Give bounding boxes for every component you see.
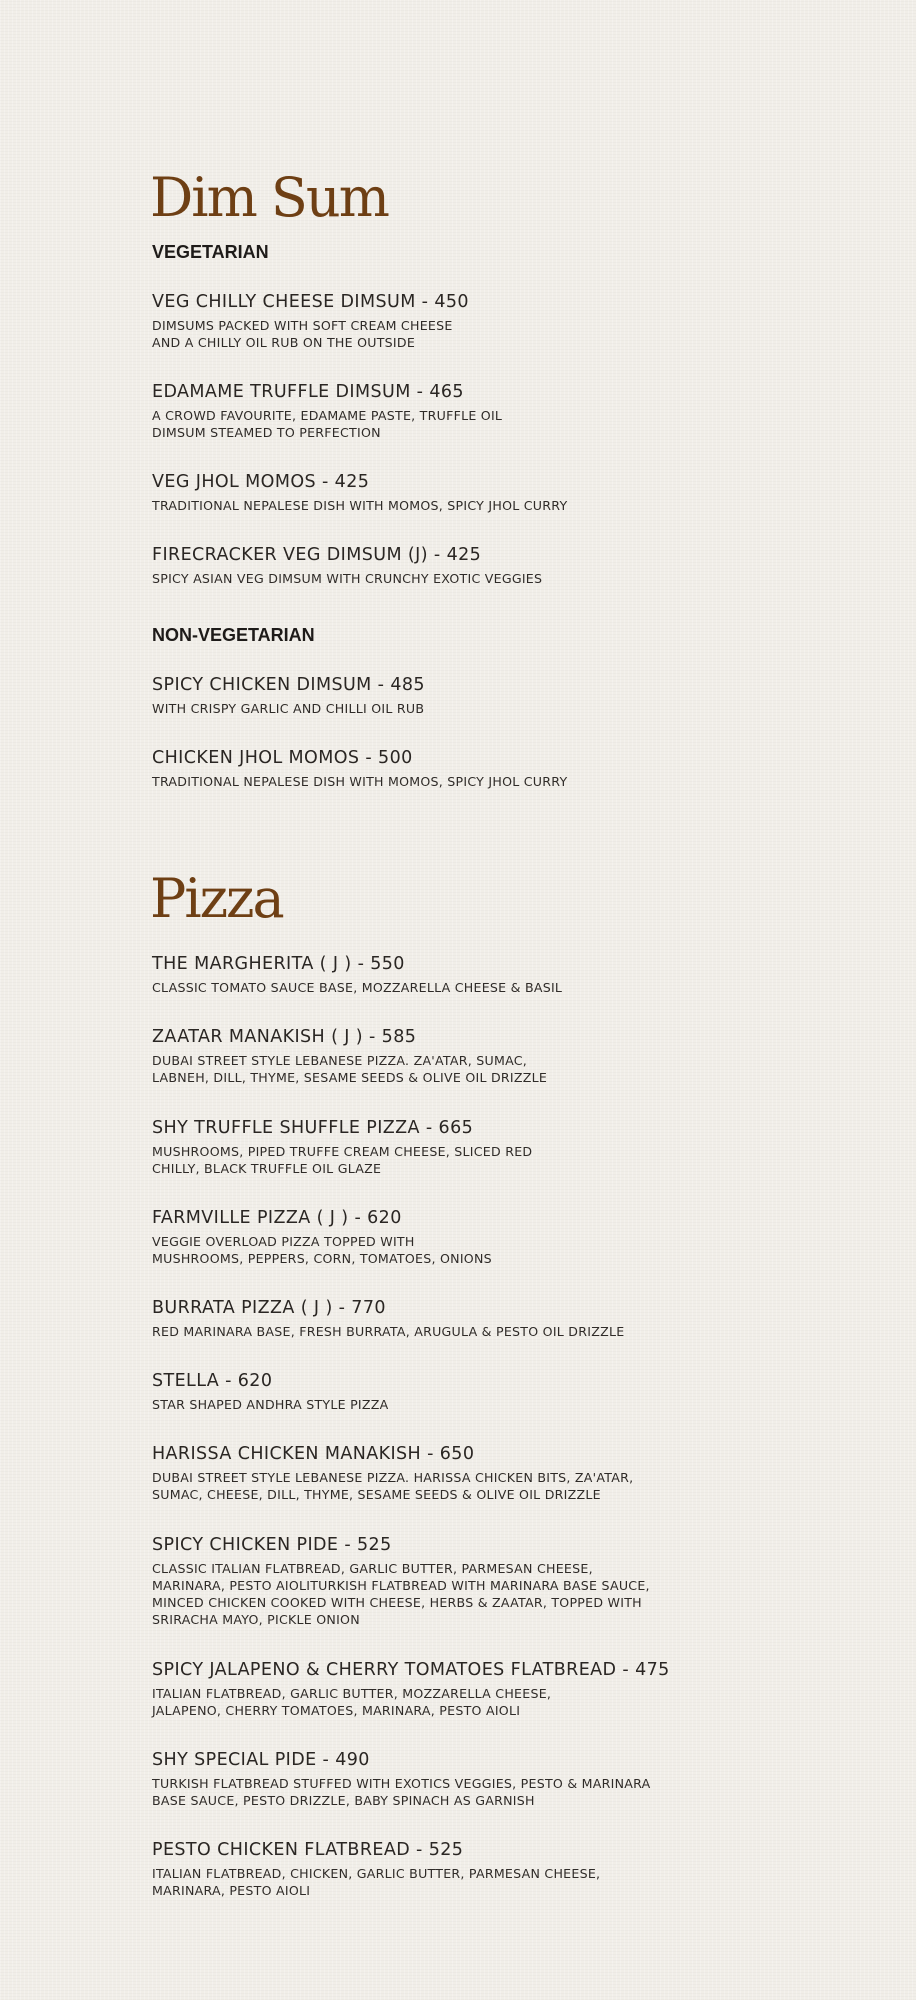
menu-item [152, 1752, 872, 1809]
menu-item-title: STELLA - 620 [152, 1371, 273, 1391]
menu-item-description: DIMSUMS PACKED WITH SOFT CREAM CHEESE AND A CHILLY OIL RUB ON THE OUTSIDE [152, 317, 453, 350]
menu-item-description: TRADITIONAL NEPALESE DISH WITH MOMOS, SPICY JHOL CURRY [152, 497, 568, 513]
menu-item-title: FARMVILLE PIZZA ( J ) - 620 [152, 1208, 402, 1228]
menu-item [152, 1029, 872, 1086]
menu-item [152, 1662, 872, 1719]
dim-sum-title: Dim Sum [150, 166, 388, 229]
pizza-title: Pizza [150, 867, 283, 930]
menu-item-description: CLASSIC ITALIAN FLATBREAD, GARLIC BUTTER, PARMESAN CHEESE, MARINARA, PESTO AIOLITURKISH FLATBREAD WITH MARINARA BASE SAUCE, MINCED CHICKEN COOKED WITH CHEESE, HERBS & ZAATAR, TOPPED WITH SRIRACHA MAYO, PICKLE ONION [152, 1560, 650, 1628]
menu-item-description: MUSHROOMS, PIPED TRUFFE CREAM CHEESE, SLICED RED CHILLY, BLACK TRUFFLE OIL GLAZE [152, 1143, 533, 1176]
menu-item [152, 384, 872, 441]
menu-item-title: SPICY CHICKEN PIDE - 525 [152, 1535, 392, 1555]
menu-item-title: EDAMAME TRUFFLE DIMSUM - 465 [152, 382, 464, 402]
menu-item-title: PESTO CHICKEN FLATBREAD - 525 [152, 1840, 464, 1860]
menu-item-description: SPICY ASIAN VEG DIMSUM WITH CRUNCHY EXOTIC VEGGIES [152, 570, 543, 586]
menu-item-description: A CROWD FAVOURITE, EDAMAME PASTE, TRUFFLE OIL DIMSUM STEAMED TO PERFECTION [152, 407, 503, 440]
menu-item-description: ITALIAN FLATBREAD, GARLIC BUTTER, MOZZARELLA CHEESE, JALAPENO, CHERRY TOMATOES, MARINARA, PESTO AIOLI [152, 1685, 552, 1718]
menu-item [152, 956, 872, 996]
menu-item-title: SPICY CHICKEN DIMSUM - 485 [152, 675, 425, 695]
non-vegetarian-heading: NON-VEGETARIAN [152, 625, 315, 645]
vegetarian-heading: VEGETARIAN [152, 242, 269, 262]
menu-item [152, 677, 872, 717]
menu-item [152, 294, 872, 351]
menu-item-title: ZAATAR MANAKISH ( J ) - 585 [152, 1027, 417, 1047]
menu-item-title: VEG JHOL MOMOS - 425 [152, 472, 370, 492]
menu-item [152, 547, 872, 587]
menu-item-description: WITH CRISPY GARLIC AND CHILLI OIL RUB [152, 700, 425, 716]
menu-item-description: DUBAI STREET STYLE LEBANESE PIZZA. HARISSA CHICKEN BITS, ZA'ATAR, SUMAC, CHEESE, DILL, THYME, SESAME SEEDS & OLIVE OIL DRIZZLE [152, 1469, 634, 1502]
menu-item-title: BURRATA PIZZA ( J ) - 770 [152, 1298, 386, 1318]
menu-item [152, 1300, 872, 1340]
menu-item [152, 474, 872, 514]
menu-item-description: ITALIAN FLATBREAD, CHICKEN, GARLIC BUTTER, PARMESAN CHEESE, MARINARA, PESTO AIOLI [152, 1865, 601, 1898]
menu-item-title: SHY TRUFFLE SHUFFLE PIZZA - 665 [152, 1118, 474, 1138]
menu-item-description: RED MARINARA BASE, FRESH BURRATA, ARUGULA & PESTO OIL DRIZZLE [152, 1323, 625, 1339]
menu-item [152, 1446, 872, 1503]
menu-item-description: TURKISH FLATBREAD STUFFED WITH EXOTICS VEGGIES, PESTO & MARINARA BASE SAUCE, PESTO DRIZZLE, BABY SPINACH AS GARNISH [152, 1775, 651, 1808]
menu-item-title: VEG CHILLY CHEESE DIMSUM - 450 [152, 292, 469, 312]
menu-item [152, 1210, 872, 1267]
menu-item [152, 1120, 872, 1177]
menu-item-title: SPICY JALAPENO & CHERRY TOMATOES FLATBREAD - 475 [152, 1660, 670, 1680]
menu-item-title: SHY SPECIAL PIDE - 490 [152, 1750, 370, 1770]
menu-item [152, 1537, 872, 1629]
menu-item [152, 1842, 872, 1899]
menu-item [152, 1373, 872, 1413]
menu-item-description: TRADITIONAL NEPALESE DISH WITH MOMOS, SPICY JHOL CURRY [152, 773, 568, 789]
menu-item-description: DUBAI STREET STYLE LEBANESE PIZZA. ZA'ATAR, SUMAC, LABNEH, DILL, THYME, SESAME SEEDS & OLIVE OIL DRIZZLE [152, 1052, 548, 1085]
menu-item-title: THE MARGHERITA ( J ) - 550 [152, 954, 405, 974]
menu-item-description: STAR SHAPED ANDHRA STYLE PIZZA [152, 1396, 389, 1412]
menu-item [152, 750, 872, 790]
menu-item-description: VEGGIE OVERLOAD PIZZA TOPPED WITH MUSHROOMS, PEPPERS, CORN, TOMATOES, ONIONS [152, 1233, 492, 1266]
menu-item-title: CHICKEN JHOL MOMOS - 500 [152, 748, 413, 768]
menu-item-title: FIRECRACKER VEG DIMSUM (J) - 425 [152, 545, 482, 565]
menu-item-title: HARISSA CHICKEN MANAKISH - 650 [152, 1444, 475, 1464]
menu-item-description: CLASSIC TOMATO SAUCE BASE, MOZZARELLA CHEESE & BASIL [152, 979, 563, 995]
